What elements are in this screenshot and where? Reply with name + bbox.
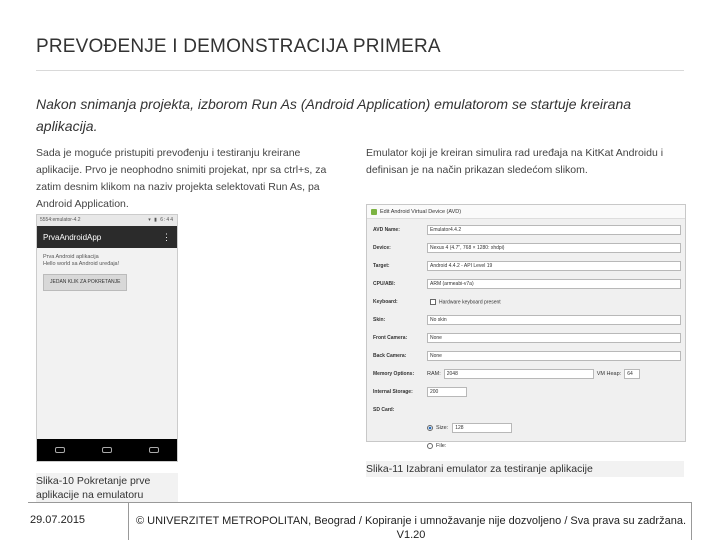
phone-status-icons: ▾ ▮ 6:44 <box>148 217 174 223</box>
avd-row-sd-card <box>371 403 681 417</box>
front-camera-label: Front Camera: <box>373 335 408 341</box>
avd-name-label: AVD Name: <box>373 227 400 233</box>
title-divider <box>36 70 684 71</box>
memory-options <box>427 369 681 379</box>
emulator-screenshot <box>36 214 178 462</box>
back-camera-select: None <box>427 351 681 361</box>
avd-row-back-camera <box>371 349 681 363</box>
footer-date: 29.07.2015 <box>30 514 86 526</box>
footer-separator <box>128 502 129 540</box>
avd-titlebar <box>367 205 685 219</box>
avd-row-name <box>371 223 681 237</box>
intro-paragraph: Nakon snimanja projekta, izborom Run As (Android Application) emulatorom se startuje kreirana aplikacija. <box>36 96 632 134</box>
phone-start-button: JEDAN KLIK ZA POKRETANJE <box>43 274 127 291</box>
sd-size-radio <box>427 425 433 431</box>
sd-file-radio <box>427 443 433 449</box>
internal-storage-label: Internal Storage: <box>373 389 413 395</box>
phone-content <box>37 248 177 297</box>
avd-row-sd-size <box>371 421 681 435</box>
internal-storage-field: 200 <box>427 387 467 397</box>
keyboard-checkbox <box>430 299 436 305</box>
device-select: Nexus 4 (4.7", 768 × 1280: xhdpi) <box>427 243 681 253</box>
avd-row-device <box>371 241 681 255</box>
sd-size-label: Size: <box>436 425 449 431</box>
avd-dialog-screenshot <box>366 204 686 449</box>
left-paragraph: Sada je moguće pristupiti prevođenju i testiranju kreirane aplikacije. Prvo je neophodno snimiti projekat, npr sa ctrl+s, za zatim desnim klikom na naziv projekta selektovati Run As, pa Android Application. <box>36 147 327 210</box>
memory-label: Memory Options: <box>373 371 415 377</box>
avd-row-sd-file <box>371 439 681 453</box>
ram-label: RAM: <box>427 371 441 377</box>
keyboard-label: Keyboard: <box>373 299 398 305</box>
back-camera-label: Back Camera: <box>373 353 407 359</box>
avd-row-internal-storage <box>371 385 681 399</box>
sd-card-label: SD Card: <box>373 407 395 413</box>
footer-separator-right <box>691 502 692 540</box>
skin-select: No skin <box>427 315 681 325</box>
caption-figure-11: Slika-11 Izabrani emulator za testiranje aplikacije <box>366 461 684 477</box>
avd-window-title: Edit Android Virtual Device (AVD) <box>380 208 462 215</box>
sd-size-field: 128 <box>452 423 512 433</box>
device-label: Device: <box>373 245 391 251</box>
phone-text-line-1: Prva Android aplikacija <box>43 254 99 260</box>
footer-copyright: © UNIVERZITET METROPOLITAN, Beograd / Kopiranje i umnožavanje nije dozvoljeno / Sva prava su zadržana. V1.20 <box>136 515 686 541</box>
avd-row-skin <box>371 313 681 327</box>
target-label: Target: <box>373 263 390 269</box>
avd-row-memory <box>371 367 681 381</box>
phone-app-title: PrvaAndroidApp <box>43 232 102 242</box>
android-icon <box>371 209 377 215</box>
phone-status-bar <box>37 215 177 226</box>
avd-row-keyboard <box>371 295 681 309</box>
caption-figure-10: Slika-10 Pokretanje prve aplikacije na emulatoru <box>36 473 178 503</box>
front-camera-select: None <box>427 333 681 343</box>
cpu-label: CPU/ABI: <box>373 281 396 287</box>
phone-text-line-2: Hello world sa Android uređaja! <box>43 261 120 267</box>
phone-nav-bar <box>37 439 177 461</box>
vm-heap-field: 64 <box>624 369 640 379</box>
back-icon <box>55 447 65 453</box>
right-paragraph: Emulator koji je kreiran simulira rad uređaja na KitKat Androidu i definisan je na način prikazan sledećom slikom. <box>366 147 664 176</box>
avd-row-front-camera <box>371 331 681 345</box>
avd-name-field: Emulator4.4.2 <box>427 225 681 235</box>
avd-row-cpu <box>371 277 681 291</box>
phone-status-left: 5554:emulator-4.2 <box>40 217 81 223</box>
overflow-menu-icon: ⋮ <box>162 231 171 242</box>
skin-label: Skin: <box>373 317 386 323</box>
ram-field: 2048 <box>444 369 594 379</box>
recents-icon <box>149 447 159 453</box>
vm-heap-label: VM Heap: <box>596 371 622 377</box>
keyboard-option-text: Hardware keyboard present <box>439 299 501 306</box>
avd-row-target <box>371 259 681 273</box>
slide-title: PREVOĐENJE I DEMONSTRACIJA PRIMERA <box>36 36 441 57</box>
sd-file-label: File: <box>436 443 447 449</box>
cpu-select: ARM (armeabi-v7a) <box>427 279 681 289</box>
keyboard-option <box>427 297 681 307</box>
phone-action-bar <box>37 226 177 248</box>
target-select: Android 4.4.2 - API Level 19 <box>427 261 681 271</box>
home-icon <box>102 447 112 453</box>
